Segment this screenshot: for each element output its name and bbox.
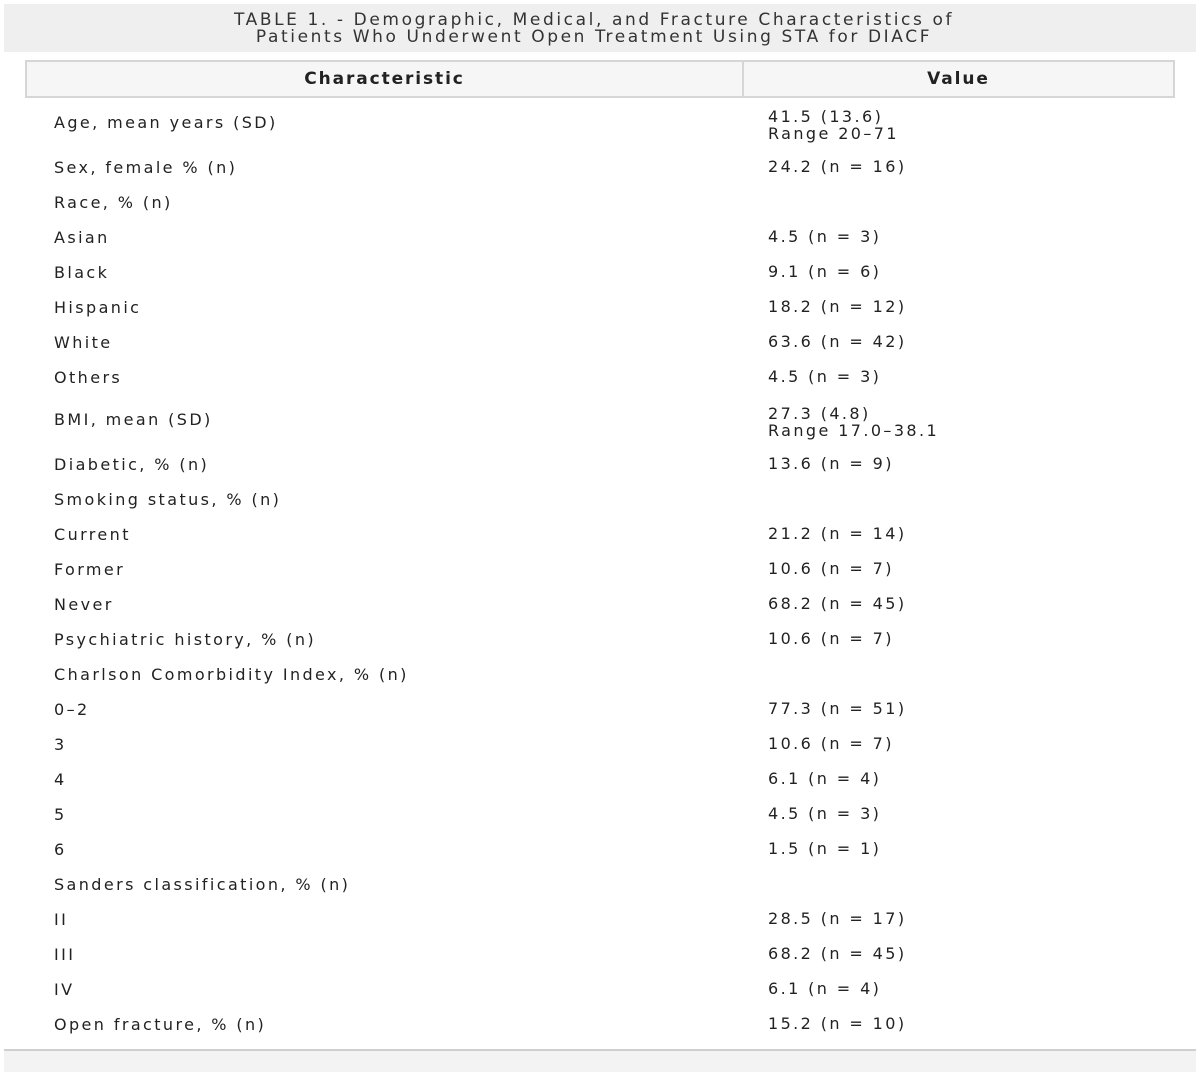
characteristic-cell: Charlson Comorbidity Index, % (n) xyxy=(54,665,409,684)
table-row xyxy=(25,692,1175,727)
table-row xyxy=(25,1007,1175,1042)
characteristic-cell: Asian xyxy=(54,228,110,247)
value-cell: 10.6 (n = 7) xyxy=(768,734,894,753)
value-cell: 28.5 (n = 17) xyxy=(768,909,907,928)
characteristic-cell: Sanders classification, % (n) xyxy=(54,875,351,894)
table-row xyxy=(25,220,1175,255)
characteristic-cell: Current xyxy=(54,525,131,544)
caption-box xyxy=(4,4,1196,52)
column-header-characteristic: Characteristic xyxy=(27,62,744,96)
table-row xyxy=(25,552,1175,587)
column-header-value: Value xyxy=(927,69,990,89)
value-cell: 9.1 (n = 6) xyxy=(768,262,882,281)
table-row xyxy=(25,867,1175,902)
table-row xyxy=(25,587,1175,622)
value-cell: 6.1 (n = 4) xyxy=(768,769,882,788)
characteristics-table xyxy=(25,60,1175,1034)
value-cell: 13.6 (n = 9) xyxy=(768,454,894,473)
table-row xyxy=(25,255,1175,290)
characteristic-cell: Diabetic, % (n) xyxy=(54,455,210,474)
value-cell: 27.3 (4.8) Range 17.0–38.1 xyxy=(768,404,940,440)
table-row xyxy=(25,797,1175,832)
characteristic-cell: 0–2 xyxy=(54,700,90,719)
characteristic-cell: Hispanic xyxy=(54,298,142,317)
table-caption: TABLE 1. - Demographic, Medical, and Fracture Characteristics of Patients Who Underwent Open Treatment Using STA for DIACF xyxy=(233,10,955,47)
characteristic-cell: 4 xyxy=(54,770,67,789)
value-cell: 41.5 (13.6) Range 20–71 xyxy=(768,107,899,143)
value-cell: 63.6 (n = 42) xyxy=(768,332,907,351)
table-row xyxy=(25,727,1175,762)
characteristic-cell: 6 xyxy=(54,840,67,859)
table-row xyxy=(25,517,1175,552)
value-cell: 4.5 (n = 3) xyxy=(768,804,882,823)
characteristic-cell: White xyxy=(54,333,113,352)
value-cell: 68.2 (n = 45) xyxy=(768,594,907,613)
value-cell: 4.5 (n = 3) xyxy=(768,367,882,386)
value-cell: 77.3 (n = 51) xyxy=(768,699,907,718)
table-row xyxy=(25,360,1175,395)
table-row xyxy=(25,972,1175,1007)
table-row xyxy=(25,622,1175,657)
table-row xyxy=(25,395,1175,447)
characteristic-cell: Smoking status, % (n) xyxy=(54,490,282,509)
value-cell: 10.6 (n = 7) xyxy=(768,559,894,578)
characteristic-cell: Former xyxy=(54,560,126,579)
characteristic-cell: 5 xyxy=(54,805,67,824)
characteristic-cell: II xyxy=(54,910,69,929)
table-row xyxy=(25,832,1175,867)
characteristic-cell: Open fracture, % (n) xyxy=(54,1015,267,1034)
characteristic-cell: 3 xyxy=(54,735,67,754)
table-row xyxy=(25,290,1175,325)
characteristic-cell: Others xyxy=(54,368,123,387)
value-cell: 24.2 (n = 16) xyxy=(768,157,907,176)
characteristic-cell: Race, % (n) xyxy=(54,193,173,212)
value-cell: 21.2 (n = 14) xyxy=(768,524,907,543)
value-cell: 6.1 (n = 4) xyxy=(768,979,882,998)
table-row xyxy=(25,902,1175,937)
table-row xyxy=(25,185,1175,220)
value-cell: 18.2 (n = 12) xyxy=(768,297,907,316)
characteristic-cell: Psychiatric history, % (n) xyxy=(54,630,317,649)
value-cell: 10.6 (n = 7) xyxy=(768,629,894,648)
table-row xyxy=(25,150,1175,185)
table-header xyxy=(25,60,1175,98)
characteristic-cell: Never xyxy=(54,595,114,614)
table-row xyxy=(25,482,1175,517)
table-row xyxy=(25,447,1175,482)
table-row xyxy=(25,98,1175,150)
value-cell: 68.2 (n = 45) xyxy=(768,944,907,963)
characteristic-cell: Age, mean years (SD) xyxy=(54,113,278,132)
characteristic-cell: Sex, female % (n) xyxy=(54,158,238,177)
value-cell: 1.5 (n = 1) xyxy=(768,839,882,858)
value-cell: 15.2 (n = 10) xyxy=(768,1014,907,1033)
table-row xyxy=(25,657,1175,692)
table-row xyxy=(25,325,1175,360)
characteristic-cell: Black xyxy=(54,263,110,282)
bottom-footer-bar xyxy=(4,1051,1196,1072)
characteristic-cell: III xyxy=(54,945,76,964)
table-row xyxy=(25,937,1175,972)
value-cell: 4.5 (n = 3) xyxy=(768,227,882,246)
characteristic-cell: BMI, mean (SD) xyxy=(54,410,213,429)
characteristic-cell: IV xyxy=(54,980,75,999)
table-row xyxy=(25,762,1175,797)
